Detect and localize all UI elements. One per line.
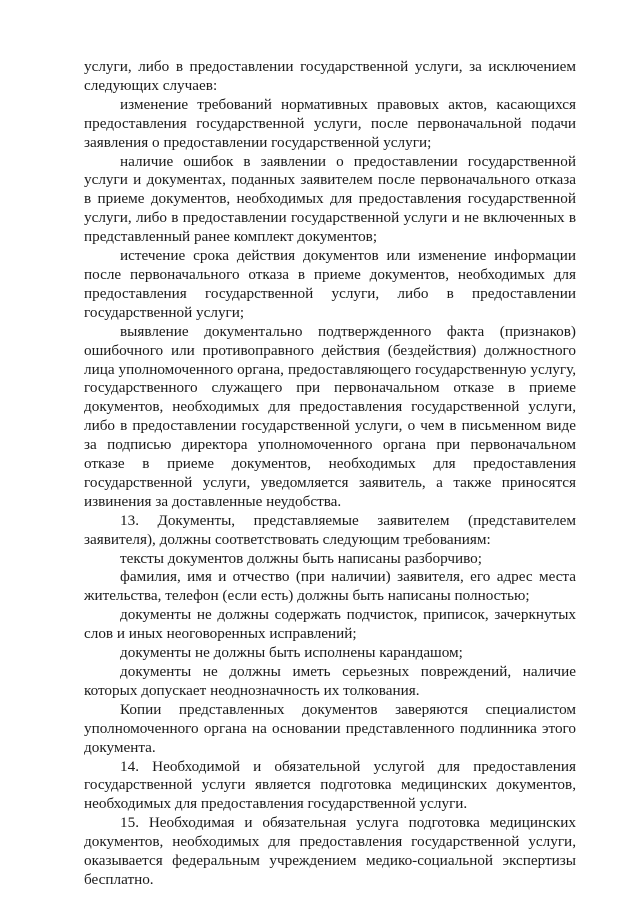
paragraph-14-mandatory-service: 14. Необходимой и обязательной услугой для предоставления государственной услуги является подготовка медицинских документов, необходимых для предоставления государственной услуги. (84, 757, 576, 813)
paragraph-exception-wrongful-action: выявление документально подтвержденного факта (признаков) ошибочного или противоправного действия (бездействия) должностного лица уполномоченного органа, предоставляющего государственную услугу, государственного служащего при первоначальном отказе в приеме документов, необходимых для предоставления государственной услуги, либо в предоставлении государственной услуги, о чем в письменном виде за подписью директора уполномоченного органа при первоначальном отказе в приеме документов, необходимых для предоставления государственной услуги, уведомляется заявитель, а также приносятся извинения за доставленные неудобства. (84, 322, 576, 510)
paragraph-13-requirements: 13. Документы, представляемые заявителем (представителем заявителя), должны соответствовать следующим требованиям: (84, 511, 576, 548)
paragraph-continuation: услуги, либо в предоставлении государственной услуги, за исключением следующих случаев: (84, 58, 576, 94)
paragraph-requirement-legible: тексты документов должны быть написаны разборчиво; (120, 549, 482, 567)
paragraph-requirement-full-name: фамилия, имя и отчество (при наличии) заявителя, его адрес места жительства, телефон (если есть) должны быть написаны полностью; (84, 568, 576, 605)
paragraph-requirement-no-corrections: документы не должны содержать подчисток, приписок, зачеркнутых слов и иных неоговоренных исправлений; (84, 606, 576, 643)
paragraph-exception-legal-change: изменение требований нормативных правовых актов, касающихся предоставления государственной услуги, после первоначальной подачи заявления о предоставлении государственной услуги; (84, 95, 576, 151)
paragraph-requirement-no-damage: документы не должны иметь серьезных повреждений, наличие которых допускает неоднозначность их толкования. (84, 663, 576, 699)
paragraph-requirement-no-pencil: документы не должны быть исполнены карандашом; (120, 644, 463, 662)
document-body (84, 58, 576, 890)
paragraph-exception-errors: наличие ошибок в заявлении о предоставлении государственной услуги и документах, поданных заявителем после первоначального отказа в приеме документов, необходимых для предоставления государственной услуги, либо в предоставлении государственной услуги и не включенных в представленный ранее комплект документов; (84, 152, 576, 246)
paragraph-15-free-service: 15. Необходимая и обязательная услуга подготовка медицинских документов, необходимых для предоставления государственной услуги, оказывается федеральным учреждением медико-социальной экспертизы бесплатно. (84, 814, 576, 888)
paragraph-copies-certified: Копии представленных документов заверяются специалистом уполномоченного органа на основании представленного подлинника этого документа. (84, 700, 576, 756)
paragraph-exception-expiry: истечение срока действия документов или изменение информации после первоначального отказа в приеме документов, необходимых для предоставления государственной услуги, либо в предоставлении государственной услуги; (84, 247, 576, 321)
